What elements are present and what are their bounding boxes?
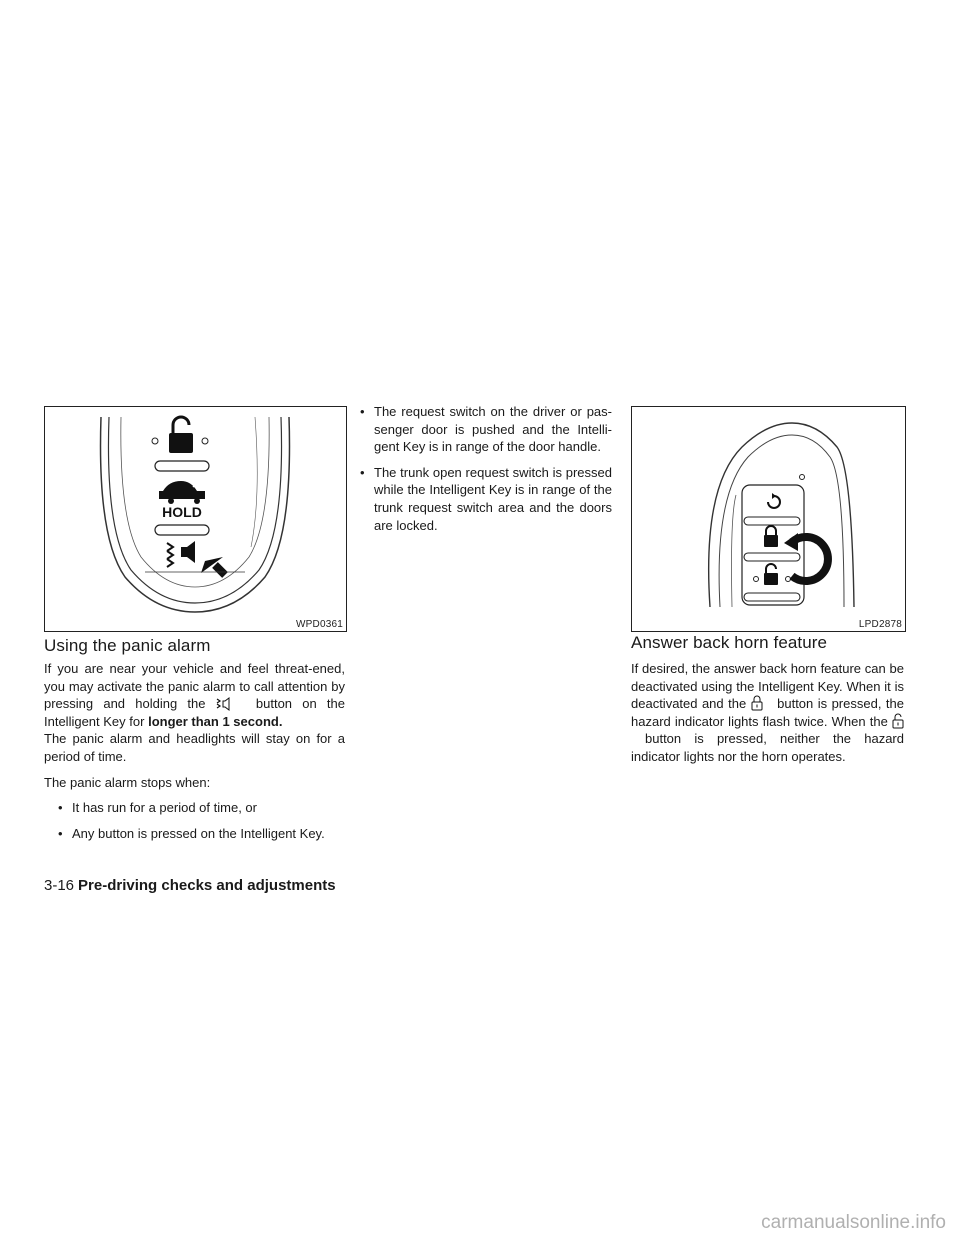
answer-back-figure bbox=[631, 406, 906, 632]
panic-alarm-heading: Using the panic alarm bbox=[44, 636, 211, 655]
page-footer bbox=[44, 877, 336, 894]
list-item: • Any button is pressed on the Intelligent Key. bbox=[58, 825, 345, 843]
lock-icon bbox=[751, 695, 763, 711]
watermark[interactable]: carmanualsonline.info bbox=[761, 1212, 946, 1233]
list-item-text: The request switch on the driver or pas-senger door is pushed and the Intelli-gent Key is in range of the door handle. bbox=[374, 404, 612, 455]
intelligent-key-panic-illustration bbox=[45, 407, 346, 631]
text-segment: button is pressed, the hazard indicator lights flash twice. When the bbox=[631, 696, 904, 729]
text-segment: If desired, the answer back horn feature can be deactivated using the Intelligent Key. When it is deactivated and the bbox=[631, 661, 904, 712]
list-item-text: The trunk open request switch is pressed while the Intelligent Key is in range of the trunk request switch area and the doors are locked. bbox=[374, 464, 612, 533]
panic-alarm-paragraph-2: The panic alarm and headlights will stay on for a period of time. bbox=[44, 731, 345, 764]
panic-alarm-paragraph-3: The panic alarm stops when: bbox=[44, 774, 211, 790]
hold-label: HOLD bbox=[162, 504, 202, 520]
answer-back-paragraph bbox=[631, 660, 904, 766]
text-segment: If you are near your vehicle and feel threat-ened, you may activate the panic alarm to call attention by pressing and holding the bbox=[44, 661, 345, 712]
text-segment: button is pressed, neither the hazard indicator lights nor the horn operates. bbox=[631, 731, 904, 764]
list-item: • It has run for a period of time, or bbox=[58, 799, 345, 817]
text-segment: button on the Intelligent Key for bbox=[44, 696, 345, 729]
list-item-text: Any button is pressed on the Intelligent Key. bbox=[72, 825, 325, 841]
list-item-text: It has run for a period of time, or bbox=[72, 800, 257, 816]
figure-id: WPD0361 bbox=[296, 619, 343, 630]
figure-id: LPD2878 bbox=[858, 619, 902, 630]
bold-text: longer than 1 second. bbox=[148, 713, 283, 729]
section-title: Pre-driving checks and adjustments bbox=[78, 877, 336, 894]
panic-alarm-figure bbox=[44, 406, 347, 632]
panic-alarm-icon bbox=[216, 697, 232, 711]
panic-alarm-paragraph-1 bbox=[44, 660, 345, 730]
intelligent-key-answer-back-illustration bbox=[632, 407, 905, 631]
list-item: • The trunk open request switch is pressed while the Intelligent Key is in range of the trunk request switch area and the doors are locked. bbox=[360, 464, 612, 533]
list-item: • The request switch on the driver or pas-senger door is pushed and the Intelli-gent Key is in range of the door handle. bbox=[360, 404, 612, 455]
unlock-icon bbox=[892, 713, 904, 729]
page-number: 3-16 bbox=[44, 877, 75, 894]
answer-back-heading: Answer back horn feature bbox=[631, 633, 828, 652]
